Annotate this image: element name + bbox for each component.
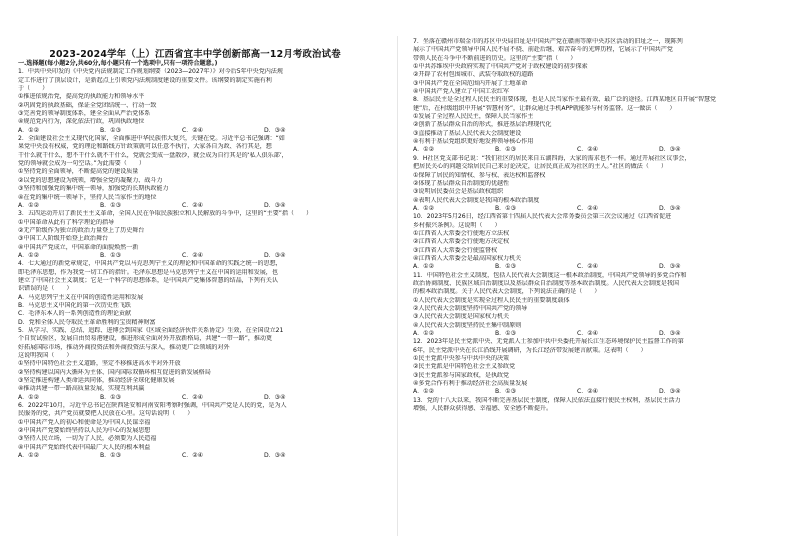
question-stem-line: 1．中共中央印发的《中央党内法规制定工作规划纲要（2023—2027年）》对今后5年中央党内法规 <box>18 68 283 76</box>
question-stem-line: 这说明我国（ ） <box>18 352 73 360</box>
choice-option: A．①② <box>413 330 434 338</box>
choice-option: D．③④ <box>264 393 286 401</box>
choice-option: A．①② <box>413 263 434 271</box>
answer-statement: ①坚持党的全面领导，不断提高党的建设质量 <box>18 168 139 176</box>
column-divider <box>397 36 398 536</box>
choice-option: B．①③ <box>495 388 517 396</box>
answer-statement: ④在党的集中统一领导下，坚持人民当家作主的地位 <box>18 193 157 201</box>
answer-statement: ②创新了基层群众自治的形式，推进基层治理现代化 <box>413 121 552 129</box>
question-stem-line: 带领人民在斗争中不断前进的历史。这里的“主要”指（ ） <box>413 54 577 62</box>
answer-statement: ④中国共产党人建立了中国工农红军 <box>413 88 510 96</box>
question-stem-line: 4．七大通过的新党章规定，中国共产党以马克思列宁主义的理论和中国革命的实践之统一的思想， <box>18 260 282 268</box>
question-stem-line: 乡村振兴条例》。这说明（ ） <box>413 221 501 229</box>
question-7 <box>413 38 769 96</box>
question-stem-line: 8．基层民主是全过程人民民主的重要体现，也是人民当家作主最有效、最广泛的途径。江西某地区自开展“智慧党 <box>413 96 717 104</box>
answer-statement: ①江西省人大常委会行使地方立法权 <box>413 229 510 237</box>
choice-option: A．①② <box>18 452 39 460</box>
answer-statement: ②巩固党的执政基础，保证全党团结统一、行动一致 <box>18 101 157 109</box>
answer-statement: ④江西省人大常委会是最高国家权力机关 <box>413 254 522 262</box>
question-3 <box>18 210 374 260</box>
question-stem-line: 10．2023年5月26日，经江西省第十四届人民代表大会常务委员会第三次会议通过《江西省促进 <box>413 213 672 221</box>
question-11 <box>413 272 769 339</box>
answer-statement: ③人民代表大会制度是国家权力机关 <box>413 313 510 321</box>
choice-option: A．①② <box>18 251 39 259</box>
question-stem-line: 13．党的十八大以来，我国不断完善基层民主制度，保障人民依法直接行使民主权利，基层民主活力 <box>413 396 681 404</box>
question-stem-line: 识错误的是（ ） <box>18 285 73 293</box>
choice-row <box>413 205 769 213</box>
answer-statement: ②坚持构建以国内大循环为主体、国内国际双循环相互促进的新发展格局 <box>18 368 211 376</box>
question-stem-line: 民服务的党，共产党员就要把人民放在心里。这句话说明（ ） <box>18 410 194 418</box>
answer-statement: ①民主党派中央参与中共中央的决策 <box>413 355 510 363</box>
choice-option: A．①② <box>413 388 434 396</box>
answer-statement: ①坚持中国特色社会主义道路，坚定不移推进高水平对外开放 <box>18 360 181 368</box>
question-stem-line: 好拓展国际市场，推动外商投资法和外商投资法与深入，推动更广泛领域的对外 <box>18 343 230 351</box>
paper-title: 2023-2024学年（上）江西省宜丰中学创新部高一12月考政治试卷 <box>49 49 341 60</box>
answer-statement: ③完善党的领导制度体系，建全全面从严治党体系 <box>18 110 151 118</box>
answer-statement: ②无产阶级作为独立的政治力量登上了历史舞台 <box>18 226 145 234</box>
section-heading: 一.选择题(每小题2分,共60分,每小题只有一个选项中,只有一项符合题意。) <box>18 60 218 67</box>
question-stem-line: 6年，民主党派中央在长江沿线开展调研，为长江经济带发展建言献策。这表明（ ） <box>413 346 647 354</box>
answer-statement: A．马克思列宁主义在中国的创造性运用和发展 <box>18 293 143 301</box>
choice-row <box>18 202 374 210</box>
choice-option: B．①③ <box>100 126 122 134</box>
question-4 <box>18 260 374 327</box>
choice-option: B．①③ <box>100 393 122 401</box>
right-column <box>413 38 769 413</box>
choice-option: C．②④ <box>182 201 204 209</box>
choice-option: D．③④ <box>264 126 286 134</box>
question-stem-line: 3．五四运动开启了新民主主义革命，全国人民在争取民族独立和人民解放的斗争中，这里的“主要”指（ ） <box>18 210 313 218</box>
question-stem-line: 12．2023年是民主党派中央、无党派人士参加中共中央委托开展长江生态环境保护民主监督工作的第 <box>413 338 684 346</box>
answer-statement: ④人民代表大会制度坚持民主集中制原则 <box>413 321 522 329</box>
question-stem-line: 干什么就干什么，想不干什么就不干什么，党就会变成一盘散沙，就会成为自行其是的‘私人俱乐部’， <box>18 151 288 159</box>
choice-option: C．②④ <box>182 251 204 259</box>
question-stem-line: 把居民关心的问题交给居民自己来讨论决定，让居民真正成为社区的主人。”社区的做法（ ） <box>413 163 667 171</box>
question-stem-line: 2．全面建设社会主义现代化国家，全面推进中华民族伟大复兴，关键在党。习近平总书记强调：“如 <box>18 135 285 143</box>
choice-option: C．②④ <box>577 204 599 212</box>
choice-option: B．①③ <box>495 330 517 338</box>
question-stem-line: 党的领导就会成为一句空话。”为此需要（ ） <box>18 160 145 168</box>
question-stem-line: 于（ ） <box>18 85 49 93</box>
choice-row <box>413 388 769 396</box>
question-stem-line: 建”后，在村级组织中开展“智慧村务”，让群众通过手机APP就能参与村务监督。这一做法（ ） <box>413 104 676 112</box>
choice-option: C．②④ <box>182 452 204 460</box>
choice-option: A．①② <box>18 201 39 209</box>
choice-option: B．①③ <box>495 204 517 212</box>
answer-statement: ③说明居民委员会是基层政权组织 <box>413 188 504 196</box>
answer-statement: ②开辟了农村包围城市、武装夺取政权的道路 <box>413 71 534 79</box>
choice-option: B．①③ <box>495 146 517 154</box>
answer-statement: ②人民代表大会制度坚持中国共产党的领导 <box>413 305 528 312</box>
answer-statement: ①推进依规治党，提高党的执政能力和领导水平 <box>18 93 145 101</box>
answer-statement: ①中共苏维埃中央政府实现了中国共产党对于政权建设的初步探索 <box>413 63 588 71</box>
answer-statement: C．毛泽东本人的一系列创造性的理论贡献 <box>18 310 131 318</box>
question-8 <box>413 96 769 154</box>
question-stem-line: 9．H社区党支部书记说：“我们社区的居民来自五湖四海，大家的需求也不一样。通过开展社区议事会， <box>413 154 691 162</box>
answer-statement: ④推动共建一带一路高质量发展，实现互利共赢 <box>18 385 145 393</box>
choice-row <box>18 452 374 460</box>
choice-option: A．①② <box>18 126 39 134</box>
answer-statement: B．马克思主义中国化的第一次历史性飞跃 <box>18 301 131 309</box>
question-1 <box>18 68 374 135</box>
choice-option: C．②④ <box>577 330 599 338</box>
question-10 <box>413 213 769 271</box>
choice-row <box>413 263 769 271</box>
answer-statement: ③坚定推进构建人类命运共同体，推动经济全球化健康发展 <box>18 377 175 385</box>
choice-option: A．①② <box>18 393 39 401</box>
choice-option: D．③④ <box>264 452 286 460</box>
question-5 <box>18 327 374 402</box>
choice-option: C．②④ <box>577 146 599 154</box>
question-6 <box>18 402 374 460</box>
choice-option: B．①③ <box>100 201 122 209</box>
answer-statement: ③直接推动了基层人民代表大会制度建设 <box>413 129 522 137</box>
choice-option: A．①② <box>413 204 434 212</box>
choice-option: D．③④ <box>264 251 286 259</box>
choice-row <box>413 330 769 338</box>
answer-statement: ③中国共产党在全国范围内开展了土地革命 <box>413 79 528 87</box>
choice-option: C．②④ <box>182 393 204 401</box>
choice-row <box>18 394 374 402</box>
answer-statement: ④有利于基层党组织更好地发挥领导核心作用 <box>413 138 534 146</box>
question-stem-line: 个自贸试验区，发展自由贸易港建设，推进形成全面对外开放新格局，共建“一带一路”，推动更 <box>18 335 273 343</box>
answer-statement: ①人民代表大会制度是实现全过程人民民主的重要制度载体 <box>413 296 570 304</box>
choice-option: D．③④ <box>659 330 681 338</box>
answer-statement: ③民主党派参与国家政权，是执政党 <box>413 371 510 379</box>
answer-statement: ④多党合作有利于推动经济社会高质量发展 <box>413 380 528 388</box>
question-stem-line: 展示了中国共产党领导中国人民不屈不挠、前赴后继、艰苦奋斗的光辉历程，它展示了中国共产党 <box>413 46 673 54</box>
question-2 <box>18 135 374 210</box>
choice-row <box>18 127 374 135</box>
answer-statement: ①中国革命从此有了科学理论的指导 <box>18 218 115 226</box>
question-stem-line: 果党中央没有权威，党的理论和路线方针政策就可以任意不执行，大家各自为政、各行其是，想 <box>18 143 272 151</box>
choice-option: D．③④ <box>264 201 286 209</box>
question-stem-line: 增强，人民群众获得感、幸福感、安全感不断提升。 <box>413 405 553 413</box>
choice-row <box>413 146 769 154</box>
choice-row <box>18 252 374 260</box>
choice-option: D．③④ <box>659 204 681 212</box>
choice-option: B．①③ <box>100 251 122 259</box>
answer-statement: ②中国共产党要始终坚持以人民为中心的发展思想 <box>18 427 151 435</box>
answer-statement: ③坚持和加强党的集中统一领导，加强党的长期执政能力 <box>18 185 169 193</box>
choice-option: A．①② <box>413 146 434 154</box>
answer-statement: ②体现了基层群众自治制度的优越性 <box>413 179 510 187</box>
choice-option: C．②④ <box>577 388 599 396</box>
question-13 <box>413 397 769 414</box>
answer-statement: ④中国共产党成立，中国革命的面貌焕然一新 <box>18 243 139 251</box>
answer-statement: ②以党的思想建设为统领，增强全党的凝聚力、战斗力 <box>18 176 163 184</box>
question-stem-line: 定工作进行了顶层设计，是新起点上引领党内法规制度建设的重要文件。该纲要的制定实施有利 <box>18 76 272 84</box>
question-stem-line: 11．中国特色社会主义制度，包括人民代表大会制度这一根本政治制度，中国共产党领导的多党合作和 <box>413 271 687 279</box>
choice-option: B．①③ <box>100 452 122 460</box>
choice-option: D．③④ <box>659 146 681 154</box>
question-stem-line: 5．从学习、实践、总结、追踪、进博会到国家《区域全面经济伙伴关系协定》生效，在全国设立21 <box>18 327 284 334</box>
choice-option: C．②④ <box>577 263 599 271</box>
question-12 <box>413 338 769 396</box>
answer-statement: ①中国共产党人的初心和使命是为中国人民谋幸福 <box>18 418 151 426</box>
choice-option: B．①③ <box>495 263 517 271</box>
answer-statement: ③江西省人大常委会行使监督权 <box>413 246 497 254</box>
question-stem-line: 即毛泽东思想，作为我党一切工作的指针。毛泽东思想是马克思列宁主义在中国的运用和发展，也 <box>18 268 278 276</box>
answer-statement: ③坚持人民立场，一切为了人民，必须要为人民造福 <box>18 435 157 443</box>
answer-statement: ①发展了全过程人民民主，保障人民当家作主 <box>413 113 534 121</box>
left-column <box>18 60 374 461</box>
answer-statement: ④表明人民代表大会制度是我国的根本政治制度 <box>413 196 540 204</box>
question-9 <box>413 155 769 213</box>
question-stem-line: 政治协商制度、民族区域自治制度以及基层群众自治制度等基本政治制度。人民代表大会制度是我国 <box>413 279 679 287</box>
answer-statement: ①保障了居民的知情权、参与权、表达权和监督权 <box>413 171 546 179</box>
answer-statement: D．党和全体人民夺取民主革命胜利的宝贵精神财富 <box>18 318 156 326</box>
answer-statement: ②江西省人大常委会行使地方决定权 <box>413 238 510 246</box>
answer-statement: ④规范党内行为，深化依法行政，巩固执政地位 <box>18 118 145 126</box>
choice-option: C．②④ <box>182 126 204 134</box>
question-stem-line: 7．坐落在赣州市瑞金市的苏区中央局旧址是中国共产党在赣南等原中央苏区活动的旧址之一，现陈列 <box>413 38 683 45</box>
question-stem-line: 的根本政治制度。关于人民代表大会制度，下列说法正确的是（ ） <box>413 288 601 296</box>
choice-option: D．③④ <box>659 263 681 271</box>
answer-statement: ②民主党派是中国特色社会主义参政党 <box>413 363 516 371</box>
answer-statement: ④中国共产党始终代表中国最广大人民的根本利益 <box>18 443 151 451</box>
question-stem-line: 6．2022年10月，习近平总书记在陕西延安和河南安阳考察时强调，中国共产党是人民的党，是为人 <box>18 402 287 410</box>
choice-option: D．③④ <box>659 388 681 396</box>
question-stem-line: 建立了中国社会主义制度；它是一个科学的思想体系，是中国共产党集体智慧的结晶，下列有关认 <box>18 276 278 284</box>
answer-statement: ③中国工人阶级开始登上政治舞台 <box>18 235 109 243</box>
